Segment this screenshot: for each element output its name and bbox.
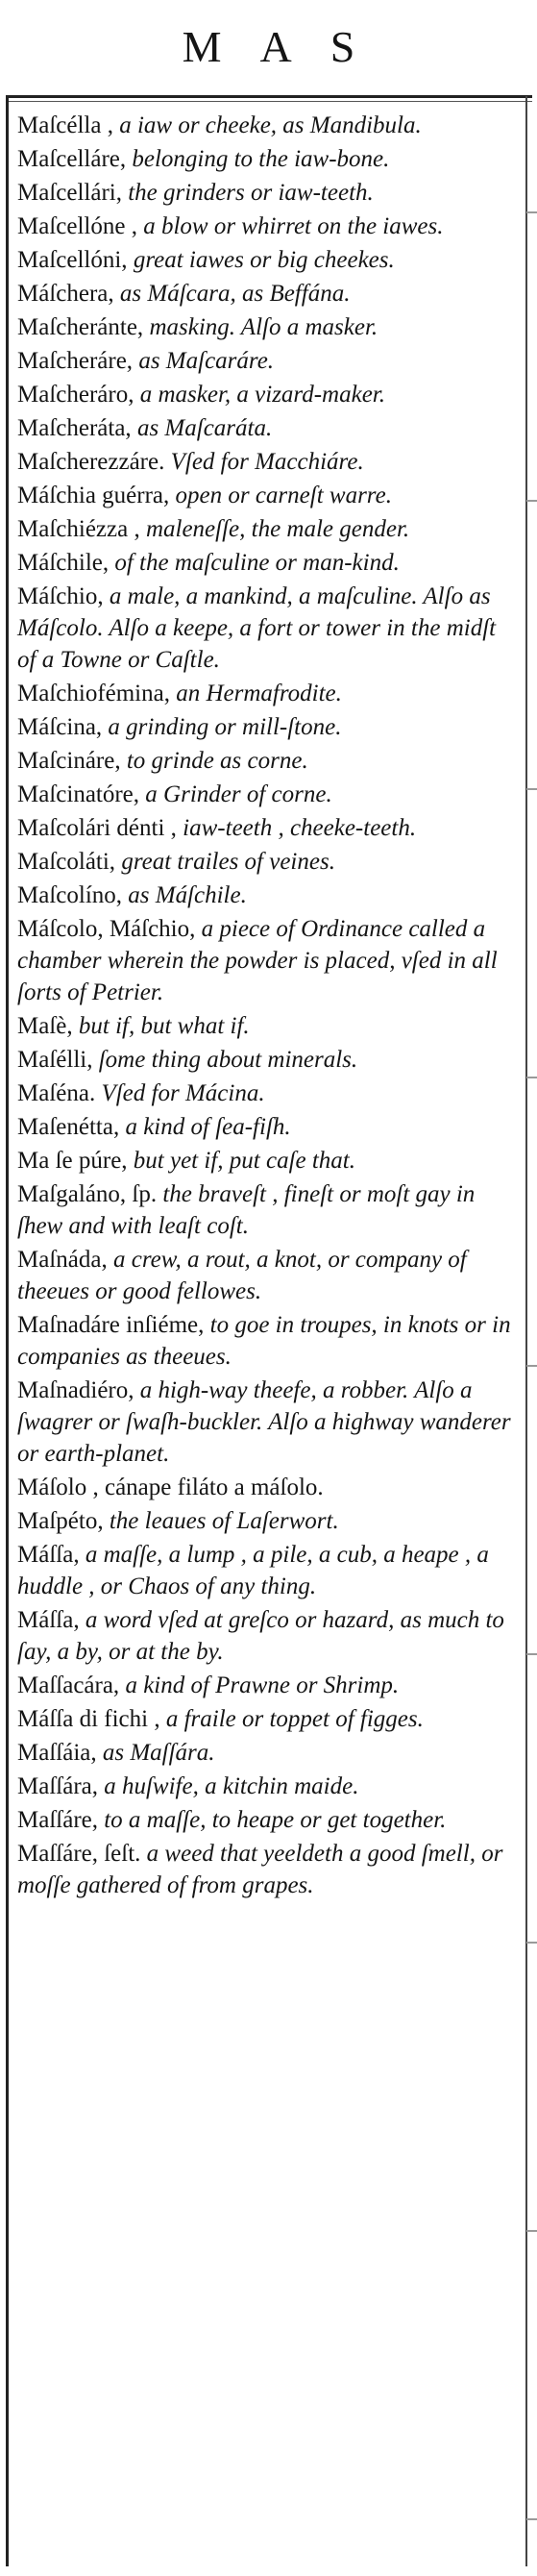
entry-headword: Maſcolíno, xyxy=(17,882,123,908)
dictionary-entry xyxy=(0,1472,517,1503)
entry-headword: Maſnadiéro, xyxy=(17,1377,134,1403)
entry-headword: Maſcheráre, xyxy=(17,348,134,374)
entry-definition: a male, a mankind, a maſculine. Alſo as Máſcolo. Alſo a keepe, a fort or tower in the midſt of a Towne or Caſtle. xyxy=(17,583,497,673)
entry-headword: Máſchera, xyxy=(17,281,120,307)
dictionary-entry xyxy=(0,913,517,1008)
dictionary-entry xyxy=(0,1077,517,1109)
dictionary-entry xyxy=(0,711,517,743)
dictionary-entry xyxy=(0,1703,517,1735)
entry-headword: Maſnáda, xyxy=(17,1247,108,1273)
entry-definition: as Máſcara, as Beffána. xyxy=(119,281,351,307)
right-column-fragment xyxy=(526,96,537,2566)
dictionary-entry xyxy=(0,1010,517,1042)
entry-definition: a grinding or mill-ſtone. xyxy=(102,714,342,740)
entry-headword: Máſolo , cánape filáto a máſolo. xyxy=(17,1474,324,1500)
dictionary-entry xyxy=(0,379,517,410)
entry-definition: great iawes or big cheekes. xyxy=(127,247,395,273)
dictionary-entry xyxy=(0,1539,517,1602)
entry-definition: belonging to the iaw-bone. xyxy=(126,146,390,172)
dictionary-entry xyxy=(0,1670,517,1701)
dictionary-entry xyxy=(0,1111,517,1143)
entry-definition: a kind of ſea-fiſh. xyxy=(119,1114,291,1140)
entry-definition: maleneſſe, the male gender. xyxy=(139,516,410,542)
entry-headword: Máſſa di fichi , xyxy=(17,1706,160,1732)
dictionary-entry xyxy=(0,345,517,377)
dictionary-entry xyxy=(0,1604,517,1668)
entry-definition: a masker, a vizard-maker. xyxy=(134,382,386,408)
dictionary-entry xyxy=(0,480,517,511)
dictionary-entry xyxy=(0,244,517,276)
dictionary-entry xyxy=(0,678,517,709)
dictionary-entry xyxy=(0,1838,517,1901)
dictionary-entry xyxy=(0,1804,517,1836)
entry-definition: a huſwife, a kitchin maide. xyxy=(97,1773,359,1799)
dictionary-entry xyxy=(0,547,517,579)
top-rule-thin xyxy=(6,101,532,102)
entry-headword: Maſchiézza , xyxy=(17,516,140,542)
entry-headword: Maſè, xyxy=(17,1013,73,1039)
entry-headword: Maſélli, xyxy=(17,1047,93,1073)
entry-headword: Maſſáre, ſeſt. xyxy=(17,1841,141,1867)
dictionary-entry xyxy=(0,211,517,242)
entry-headword: Maſcellóne , xyxy=(17,213,137,239)
entry-headword: Maſcherezzáre. xyxy=(17,449,165,475)
dictionary-entry xyxy=(0,1309,517,1373)
entry-headword: Maſcelláre, xyxy=(17,146,127,172)
entry-definition: Vſed for Macchiáre. xyxy=(164,449,364,475)
dictionary-entry xyxy=(0,1737,517,1769)
dictionary-entry xyxy=(0,1178,517,1242)
dictionary-entry xyxy=(0,177,517,209)
dictionary-entry xyxy=(0,143,517,175)
entry-headword: Maſcheráta, xyxy=(17,415,132,441)
entry-headword: Maſenétta, xyxy=(17,1114,120,1140)
entry-definition: the leaues of Laſerwort. xyxy=(103,1508,339,1534)
entry-headword: Maſcellóni, xyxy=(17,247,128,273)
dictionary-entry xyxy=(0,1044,517,1076)
dictionary-entry xyxy=(0,1145,517,1177)
dictionary-entry xyxy=(0,1505,517,1537)
entry-headword: Maſcoláti, xyxy=(17,849,116,875)
entry-definition: a fraile or toppet of figges. xyxy=(159,1706,424,1732)
entry-definition: as Maſſára. xyxy=(96,1740,215,1766)
entry-definition: a iaw or cheeke, as Mandibula. xyxy=(112,112,422,138)
entry-definition: a blow or whirret on the iawes. xyxy=(136,213,444,239)
dictionary-entry xyxy=(0,311,517,343)
entry-definition: as Maſcaráta. xyxy=(131,415,273,441)
dictionary-entry xyxy=(0,1375,517,1470)
entry-definition: a word vſed at greſco or hazard, as much to ſay, a by, or at the by. xyxy=(17,1607,504,1665)
entry-definition: Vſed for Mácina. xyxy=(95,1080,265,1106)
dictionary-entry xyxy=(0,412,517,444)
entry-column xyxy=(17,110,517,1903)
entry-definition: but yet if, put caſe that. xyxy=(127,1148,355,1174)
entry-definition: a high-way theefe, a robber. Alſo a ſwagrer or ſwaſh-buckler. Alſo a highway wanderer or earth-planet. xyxy=(17,1377,511,1467)
entry-definition: as Máſchile. xyxy=(122,882,247,908)
dictionary-entry xyxy=(0,879,517,911)
entry-headword: Maſcolári dénti , xyxy=(17,815,177,841)
entry-headword: Maſnadáre inſiéme, xyxy=(17,1312,205,1338)
entry-headword: Maſcheránte, xyxy=(17,314,144,340)
entry-definition: a maſſe, a lump , a pile, a cub, a heape , a huddle , or Chaos of any thing. xyxy=(17,1542,489,1599)
entry-definition: open or carneſt warre. xyxy=(169,483,392,508)
entry-definition: masking. Alſo a masker. xyxy=(143,314,378,340)
entry-definition: ſome thing about minerals. xyxy=(92,1047,358,1073)
entry-headword: Maſgaláno, ſp. xyxy=(17,1181,158,1207)
dictionary-entry xyxy=(0,745,517,777)
entry-headword: Maſchiofémina, xyxy=(17,681,170,706)
entry-definition: iaw-teeth , cheeke-teeth. xyxy=(176,815,417,841)
entry-headword: Máſſa, xyxy=(17,1607,80,1633)
top-rule xyxy=(6,95,532,98)
dictionary-entry xyxy=(0,779,517,810)
dictionary-entry xyxy=(0,278,517,310)
entry-definition: great trailes of veines. xyxy=(115,849,335,875)
entry-headword: Maſſáre, xyxy=(17,1807,98,1833)
dictionary-entry xyxy=(0,1771,517,1802)
dictionary-entry xyxy=(0,812,517,844)
entry-definition: a Grinder of corne. xyxy=(139,781,332,807)
entry-definition: as Maſcaráre. xyxy=(133,348,275,374)
entry-definition: an Hermafrodite. xyxy=(169,681,342,706)
entry-definition: to grinde as corne. xyxy=(120,748,308,774)
entry-headword: Maſcinatóre, xyxy=(17,781,140,807)
entry-headword: Maſſára, xyxy=(17,1773,98,1799)
entry-definition: a crew, a rout, a knot, or company of theeues or good fellowes. xyxy=(17,1247,467,1304)
entry-headword: Maſcélla , xyxy=(17,112,113,138)
entry-headword: Ma ſe púre, xyxy=(17,1148,128,1174)
entry-definition: to goe in troupes, in knots or in companies as theeues. xyxy=(17,1312,511,1370)
entry-headword: Máſchio, xyxy=(17,583,104,609)
entry-headword: Maſſáia, xyxy=(17,1740,97,1766)
entry-definition: of the maſculine or man-kind. xyxy=(109,550,400,576)
entry-definition: a kind of Prawne or Shrimp. xyxy=(119,1672,400,1698)
entry-headword: Maſſacára, xyxy=(17,1672,120,1698)
dictionary-entry xyxy=(0,581,517,676)
entry-headword: Maſcináre, xyxy=(17,748,121,774)
dictionary-entry xyxy=(0,846,517,878)
dictionary-entry xyxy=(0,513,517,545)
entry-definition: to a maſſe, to heape or get together. xyxy=(97,1807,447,1833)
entry-headword: Máſchia guérra, xyxy=(17,483,170,508)
entry-headword: Máſcina, xyxy=(17,714,103,740)
header-title: MAS xyxy=(182,22,394,71)
entry-definition: but if, but what if. xyxy=(72,1013,250,1039)
entry-headword: Máſſa, xyxy=(17,1542,80,1568)
entry-definition: the grinders or iaw-teeth. xyxy=(121,180,374,206)
entry-headword: Maſcheráro, xyxy=(17,382,134,408)
dictionary-entry xyxy=(0,1244,517,1307)
entry-headword: Maſcellári, xyxy=(17,180,122,206)
entry-definition: a weed that yeeldeth a good ſmell, or moſſe gathered of from grapes. xyxy=(17,1841,503,1898)
entry-headword: Máſcolo, Máſchio, xyxy=(17,916,196,942)
entry-headword: Máſchile, xyxy=(17,550,110,576)
dictionary-entry xyxy=(0,446,517,478)
entry-definition: a piece of Ordinance called a chamber wherein the powder is placed, vſed in all ſorts of Petrier. xyxy=(17,916,498,1005)
page-header xyxy=(0,0,537,77)
entry-headword: Maſéna. xyxy=(17,1080,96,1106)
dictionary-entry xyxy=(0,110,517,141)
entry-headword: Maſpéto, xyxy=(17,1508,104,1534)
entry-definition: the braveſt , fineſt or moſt gay in ſhew and with leaſt coſt. xyxy=(17,1181,476,1239)
